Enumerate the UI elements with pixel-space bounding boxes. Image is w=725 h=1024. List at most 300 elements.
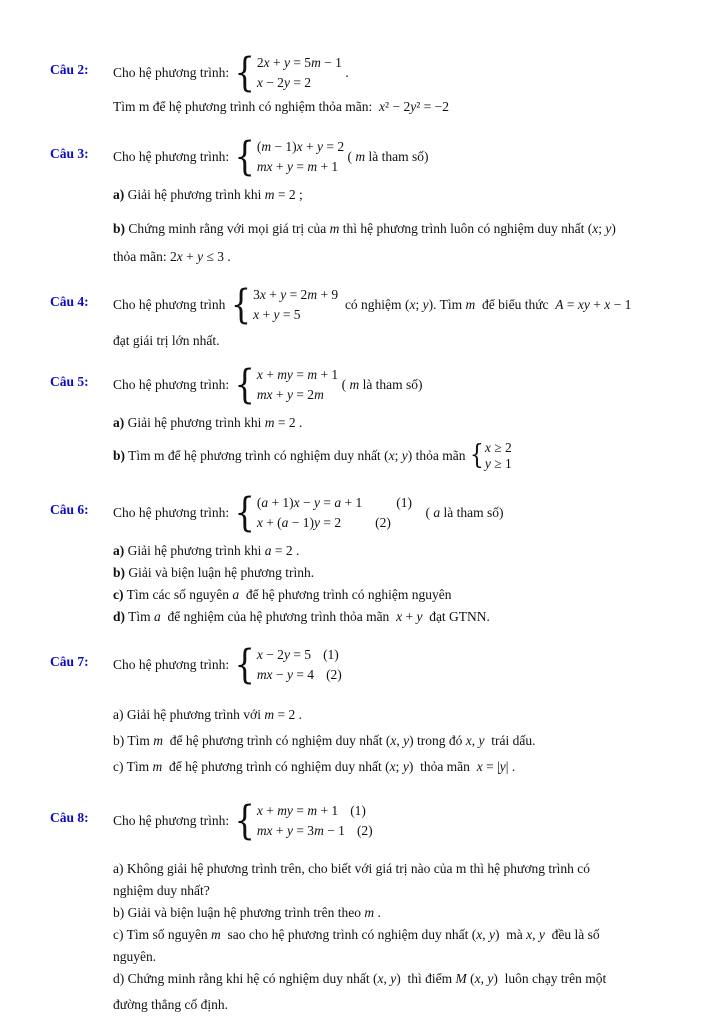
math-expression [257,665,314,685]
math-variable: x [389,759,396,774]
math-text: ) [493,971,498,986]
equation-system [232,488,413,536]
question-text-line [113,946,681,968]
math-variable: x [388,448,395,463]
equation [253,305,338,325]
math-variable: x [377,971,384,986]
text: Tìm m để hệ phương trình có nghiệm thỏa mãn: [113,99,380,114]
math-variable: y [487,971,494,986]
math-expression [526,927,545,942]
math-variable: y [390,971,397,986]
math-text: + 1 [317,803,339,818]
equation-column [257,137,344,177]
math-variable: y [286,387,293,402]
math-variable: x [263,55,270,70]
math-expression [265,187,296,202]
math-variable: y [605,221,612,236]
math-variable: m [465,297,476,312]
question-text-line [113,330,681,352]
math-expression [588,221,616,236]
question [50,490,681,628]
math-expression [384,445,412,467]
math-text: = [292,803,308,818]
question-text-line [113,218,681,240]
math-expression [555,297,631,313]
math-variable: m [355,149,366,164]
math-variable: y [484,456,491,471]
math-variable: mx [256,823,273,838]
math-variable: x [379,99,386,114]
math-variable: mx [256,667,273,682]
math-text: ) [409,733,414,748]
math-text: + 1 [341,495,363,510]
math-text: + [182,249,198,264]
math-text: + [302,139,318,154]
math-variable: x [409,297,416,312]
text: Tìm các số nguyên [123,587,233,602]
math-variable: y [314,515,321,530]
math-variable: y [314,495,321,510]
question-text-line [113,96,681,118]
math-variable: y [273,307,280,322]
math-text: ≥ 2 [490,440,512,455]
left-brace-icon: { [234,48,255,96]
text: thỏa mãn [412,448,469,463]
text: ( [344,149,356,164]
text: Chứng minh rằng với mọi giá trị của [125,221,330,236]
math-variable: x [390,733,397,748]
text: đạt GTNN. [422,609,490,624]
math-text: ( [385,759,390,774]
math-variable: y [499,759,506,774]
question-text-line [113,606,681,628]
math-text: + 1 [317,367,339,382]
left-brace-icon: { [234,132,255,180]
math-text: , [482,927,490,942]
math-variable: x [604,297,611,312]
math-variable: y [280,287,287,302]
math-expression [265,415,296,430]
math-variable: y [401,448,408,463]
math-text: = [292,159,308,174]
math-variable: x [256,803,263,818]
math-variable: x [484,440,491,455]
list-marker: b) [113,565,126,580]
math-text: − [272,667,287,682]
math-text: ² = −2 [416,99,449,114]
math-text: , [396,733,404,748]
text: trái dấu. [484,733,536,748]
equation [257,665,342,685]
math-variable: m [329,221,340,236]
math-text: − 1 [610,297,632,312]
text: d) Chứng minh rằng khi hệ có nghiệm duy nhất [113,971,374,986]
text: c) Tìm số nguyên [113,927,211,942]
question-label: Câu 4: [50,294,89,309]
math-variable: xy [577,297,590,312]
math-expression [257,137,344,157]
math-text: ( [466,971,475,986]
equation [257,493,412,513]
equation-column [253,285,338,325]
text: là tham số) [440,505,504,520]
text: . [295,707,302,722]
question [50,362,681,476]
text: để biểu thức [475,297,556,312]
math-variable: y [403,733,410,748]
math-text: + [402,609,417,624]
math-variable: m [307,159,318,174]
math-text: ( [385,733,391,748]
math-variable: y [410,99,417,114]
math-text: ) [407,448,413,463]
math-text: − 1 [320,55,342,70]
equation-system [232,48,342,96]
equation-column [257,53,342,93]
math-text: = 2 [289,75,312,90]
text: thì hệ phương trình luôn có nghiệm duy nhất [339,221,588,236]
math-variable: y [478,733,485,748]
math-text: = 2 [274,707,296,722]
math-text: ( [373,971,378,986]
math-variable: x [476,759,483,774]
equation-column [257,365,338,405]
equation [257,513,412,533]
math-text: = 5 [289,55,312,70]
math-variable: y [538,927,545,942]
math-variable: a [261,495,269,510]
math-variable: x [592,221,599,236]
math-expression [170,249,224,264]
text: mà [499,927,527,942]
question-label: Câu 8: [50,810,89,825]
math-text: 2 [256,55,264,70]
equation-system [469,440,512,472]
math-text: = [320,495,335,510]
equation-system [232,132,345,180]
math-variable: m [264,707,275,722]
math-variable: m [152,759,163,774]
text: thỏa mãn: [113,249,170,264]
math-text: ( [384,448,389,463]
math-text: ; [394,448,402,463]
question-label: Câu 3: [50,146,89,161]
question-text-line [113,184,681,206]
math-text: ≥ 1 [490,456,512,471]
left-brace-icon: { [230,280,252,328]
text: . [374,905,381,920]
equation [257,821,373,841]
math-variable: m [211,927,221,942]
math-variable: a [264,543,272,558]
question-text-line [113,902,681,924]
equation-system-row [113,50,681,96]
math-variable: mx [256,159,273,174]
text: . [341,65,349,80]
math-text: ) [495,927,500,942]
equation-system-row [113,134,681,180]
math-expression [433,505,440,521]
text: ( [412,505,434,520]
text: Cho hệ phương trình: [113,657,233,672]
math-variable: M [455,971,467,986]
equation-number: (1) [396,495,413,510]
math-variable: my [277,803,293,818]
math-text: ; [415,297,423,312]
math-text: , [471,733,479,748]
math-text: + 1 [317,159,339,174]
equation [257,801,373,821]
math-expression [264,707,295,722]
math-expression [485,440,512,456]
list-marker: c) [113,587,124,602]
text: để nghiệm của hệ phương trình thỏa mãn [160,609,397,624]
math-expression [257,513,341,533]
math-expression [257,385,324,405]
math-expression [257,53,342,73]
math-expression [253,305,301,325]
question [50,282,681,352]
text: Cho hệ phương trình [113,297,229,312]
math-variable: y [283,75,290,90]
left-brace-icon: { [234,640,255,688]
math-variable: y [416,609,423,624]
math-text: | [505,759,509,774]
math-variable: x [526,927,533,942]
math-text: + [272,387,287,402]
text: thỏa mãn [413,759,477,774]
math-variable: m [314,823,324,838]
equation [485,456,512,472]
math-variable: y [283,55,290,70]
math-expression [385,759,413,774]
math-text: ) [408,759,414,774]
text: a) Không giải hệ phương trình trên, cho biết với giá trị nào của m thì hệ phương trình có [113,861,590,876]
equation [485,440,512,456]
question-text-line [113,246,681,268]
math-variable: x [396,609,403,624]
math-variable: my [277,367,293,382]
math-text: = 4 [292,667,315,682]
math-text: ( [471,927,477,942]
math-text: , [532,927,539,942]
equation-column [485,440,512,472]
equation-number: (2) [356,823,373,838]
math-variable: y [317,139,324,154]
math-text: + ( [262,515,282,530]
math-text: − 1) [288,515,315,530]
math-text: = | [482,759,500,774]
text: đều là số [544,927,600,942]
math-variable: m [307,367,318,382]
math-text: = [563,297,578,312]
question [50,50,681,118]
left-brace-icon: { [469,439,484,471]
math-expression [154,609,161,624]
math-expression [373,971,401,986]
text: Giải và biện luận hệ phương trình. [125,565,315,580]
equation-system-row [113,282,681,328]
math-expression [364,905,374,920]
question-text-line [113,436,681,476]
math-variable: y [286,823,293,838]
question-text-line [113,968,681,990]
text: nghiệm duy nhất? [113,883,210,898]
math-text: 3 [253,287,260,302]
equation-column [257,645,342,685]
math-variable: y [489,927,496,942]
math-variable: a [154,609,161,624]
left-brace-icon: { [234,488,255,536]
text: . [292,543,300,558]
math-expression [257,157,338,177]
math-variable: x [176,249,183,264]
math-variable: m [264,187,275,202]
math-expression [211,927,221,942]
math-text: = 5 [279,307,301,322]
math-text: ) [396,971,401,986]
question-text-line [113,412,681,434]
question [50,798,681,1016]
math-variable: y [422,297,429,312]
math-expression [257,73,311,93]
math-text: ) [428,297,434,312]
math-variable: x [293,495,300,510]
math-expression [257,493,362,513]
math-variable: x [296,139,303,154]
math-text: , [480,971,488,986]
math-text: = 2 [320,515,342,530]
question-text-line [113,756,681,778]
math-text: = 2 [286,287,308,302]
math-variable: x [253,307,260,322]
text: thì điểm [400,971,456,986]
list-marker: b) [113,221,126,236]
text: . [295,415,303,430]
math-text: + 9 [317,287,339,302]
math-variable: y [286,159,293,174]
equation-system [232,796,373,844]
math-text: ² − 2 [385,99,411,114]
math-variable: y [402,759,409,774]
question-text-line [113,858,681,880]
text: Giải hệ phương trình khi [124,415,265,430]
equation-system [232,640,342,688]
text: là tham số) [365,149,429,164]
math-text: ; [395,759,403,774]
text: b) Tìm [113,733,154,748]
list-marker: a) [113,543,125,558]
math-variable: x [465,733,472,748]
text: Cho hệ phương trình: [113,377,233,392]
text: . Tìm [433,297,466,312]
math-text: = 3 [292,823,315,838]
question-text-line [113,924,681,946]
math-expression [153,733,163,748]
equation-number: (1) [323,647,339,662]
math-expression [465,297,475,313]
text: Cho hệ phương trình: [113,65,233,80]
list-marker: a) [113,415,125,430]
math-text: − 2 [262,647,284,662]
equation [257,385,338,405]
math-text: − 1 [323,823,345,838]
math-variable: m [364,905,375,920]
math-text: + [259,307,274,322]
math-text: + [262,803,278,818]
math-expression [257,821,345,841]
math-variable: m [307,287,318,302]
math-variable: mx [256,387,273,402]
equation-number: (2) [326,667,342,682]
text: trong đó [413,733,466,748]
math-text: , [383,971,391,986]
left-brace-icon: { [234,360,255,408]
text: có nghiệm [338,297,405,312]
math-text: = [292,367,308,382]
math-expression [477,759,509,774]
math-variable: x [476,927,483,942]
math-expression [466,733,485,748]
math-text: + [589,297,605,312]
math-variable: a [281,515,289,530]
question-text-line [113,584,681,606]
math-expression [330,221,340,236]
math-expression [349,377,359,393]
text: a) Giải hệ phương trình với [113,707,265,722]
math-expression [379,99,449,114]
math-expression [405,297,433,313]
equation [253,285,338,305]
math-text: ( [256,139,262,154]
math-expression [257,365,338,385]
math-variable: m [261,139,272,154]
math-text: = 2 [271,543,293,558]
text: đường thẳng cố định. [113,997,228,1012]
equation [257,137,344,157]
math-variable: a [433,505,441,520]
math-text: ( [587,221,593,236]
math-text: = 2 [292,387,315,402]
text: . [508,759,516,774]
math-expression [386,733,414,748]
math-variable: x [474,971,481,986]
equation [257,73,342,93]
math-text: + [272,823,287,838]
question-text-line [113,704,681,726]
math-variable: m [311,55,321,70]
math-text: = 2 [323,139,345,154]
equation-system-row [113,642,681,688]
equation [257,157,344,177]
math-variable: m [264,415,275,430]
question-text-line [113,880,681,902]
math-expression [257,645,311,665]
math-variable: x [256,75,263,90]
text: để hệ phương trình có nghiệm nguyên [239,587,452,602]
text: Cho hệ phương trình: [113,813,233,828]
math-text: − 2 [262,75,284,90]
question-text-line [113,730,681,752]
math-variable: m [153,733,163,748]
question-text-line [113,994,681,1016]
equation-number: (2) [375,515,391,530]
text: Cho hệ phương trình: [113,149,233,164]
math-expression [355,149,365,165]
text: Cho hệ phương trình: [113,505,233,520]
math-variable: x [259,287,266,302]
question-label: Câu 2: [50,62,89,77]
